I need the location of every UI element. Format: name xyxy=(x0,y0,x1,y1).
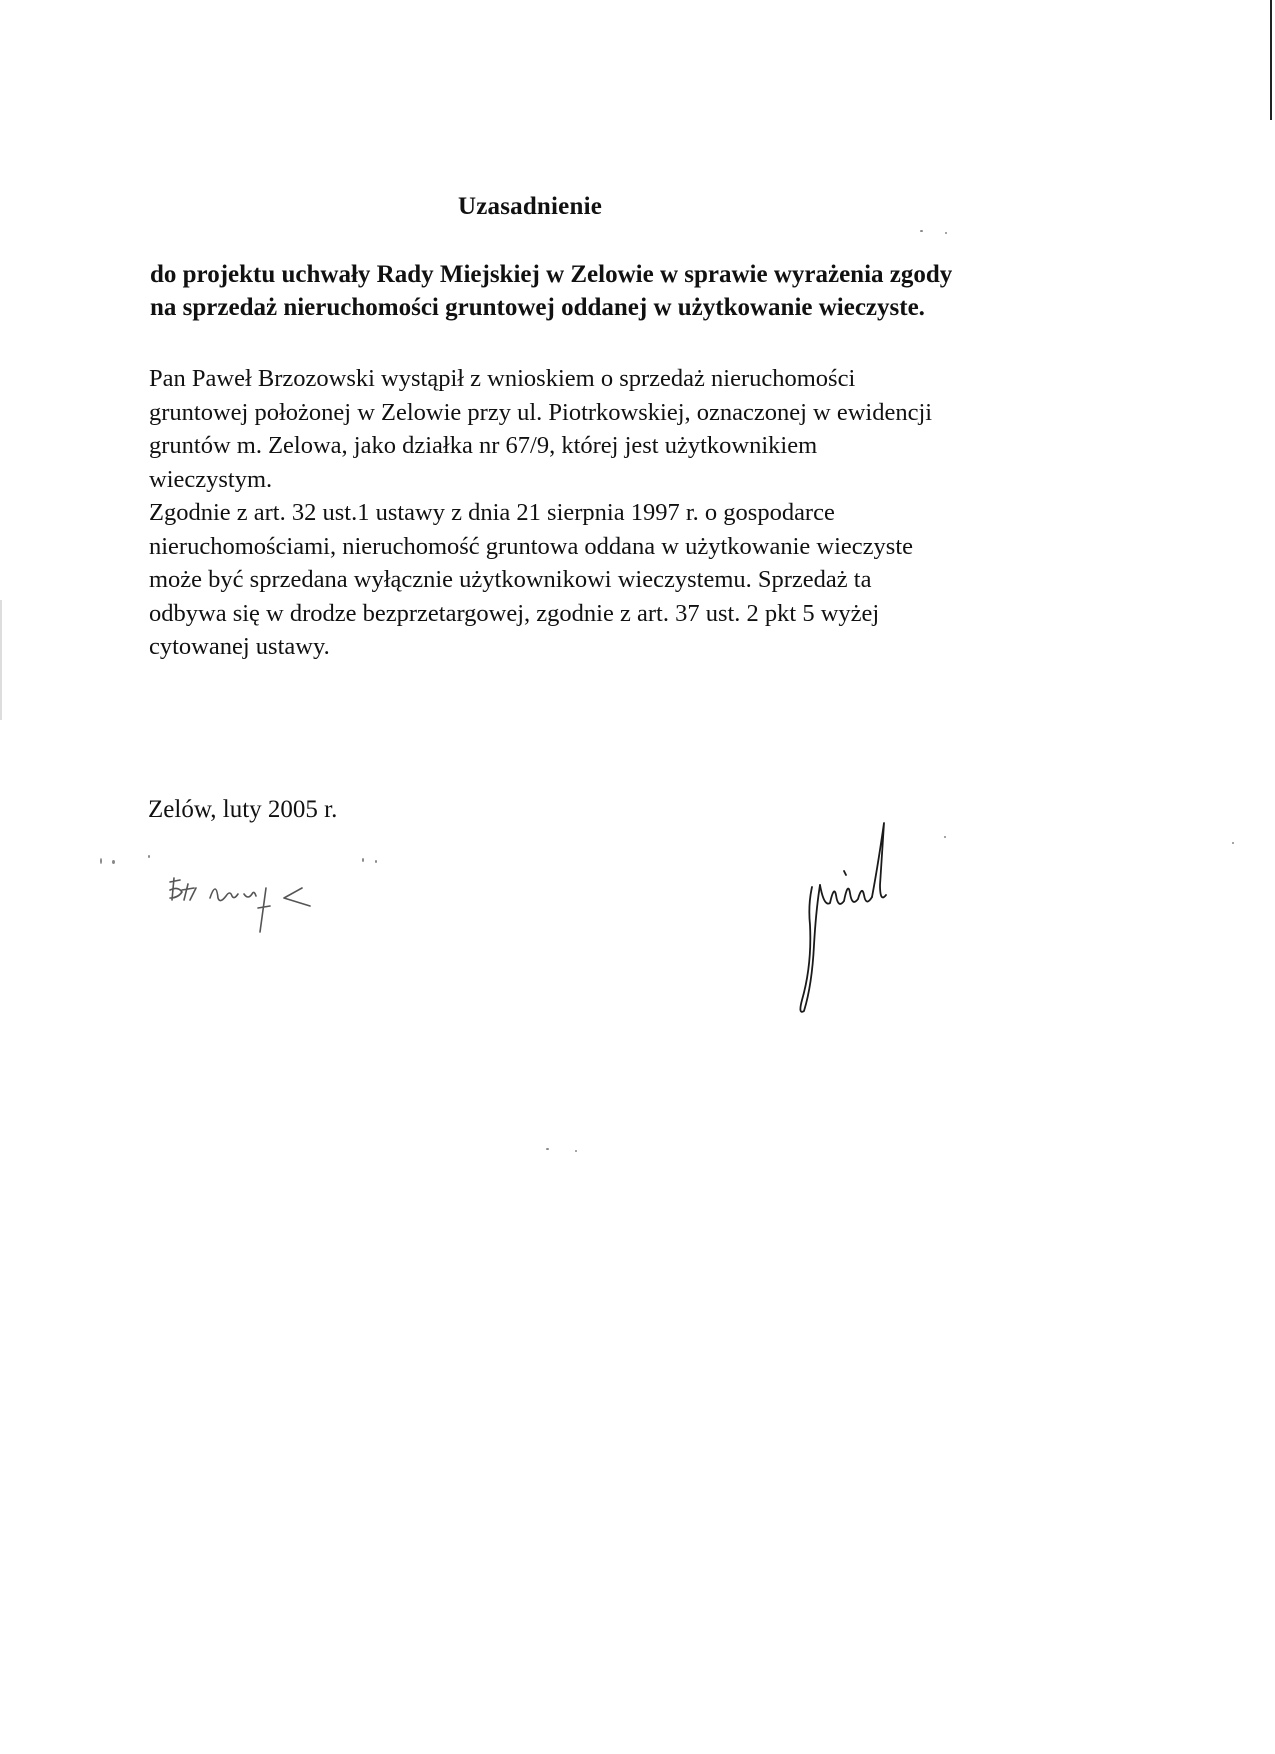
signature xyxy=(790,815,930,1025)
body-line: nieruchomościami, nieruchomość gruntowa oddana w użytkowanie wieczyste xyxy=(149,532,914,560)
scan-speck xyxy=(920,230,923,232)
scan-speck xyxy=(945,232,947,234)
document-body xyxy=(149,362,1089,664)
scan-speck xyxy=(362,858,364,862)
scan-speck xyxy=(148,855,150,858)
body-line: gruntów m. Zelowa, jako działka nr 67/9, której jest użytkownikiem xyxy=(149,432,818,459)
document-subtitle xyxy=(150,258,1090,324)
scan-speck xyxy=(1232,842,1234,844)
body-line: Zgodnie z art. 32 ust.1 ustawy z dnia 21 sierpnia 1997 r. o gospodarce xyxy=(149,499,835,526)
body-line: odbywa się w drodze bezprzetargowej, zgodnie z art. 37 ust. 2 pkt 5 wyżej xyxy=(149,599,880,627)
scan-edge-line xyxy=(1270,0,1272,120)
subtitle-line: na sprzedaż nieruchomości gruntowej oddanej w użytkowanie wieczyste. xyxy=(150,294,925,321)
handwritten-initials xyxy=(160,860,360,950)
scan-edge-mark xyxy=(0,600,2,720)
scan-speck xyxy=(375,860,377,863)
scan-speck xyxy=(575,1150,577,1152)
body-line: Pan Paweł Brzozowski wystąpił z wnioskiem o sprzedaż nieruchomości xyxy=(149,365,856,392)
body-line: gruntowej położonej w Zelowie przy ul. Piotrkowskiej, oznaczonej w ewidencji xyxy=(149,398,933,426)
scan-speck xyxy=(546,1148,549,1150)
place-and-date: Zelów, luty 2005 r. xyxy=(148,796,338,823)
body-line: wieczystym. xyxy=(149,465,273,493)
body-line: cytowanej ustawy. xyxy=(149,633,330,660)
document-title: Uzasadnienie xyxy=(457,193,603,220)
subtitle-line: do projektu uchwały Rady Miejskiej w Zelowie w sprawie wyrażenia zgody xyxy=(150,261,953,288)
body-line: może być sprzedana wyłącznie użytkownikowi wieczystemu. Sprzedaż ta xyxy=(149,566,872,593)
scan-speck xyxy=(100,858,102,864)
scan-speck xyxy=(944,836,946,838)
scan-speck xyxy=(112,860,115,864)
